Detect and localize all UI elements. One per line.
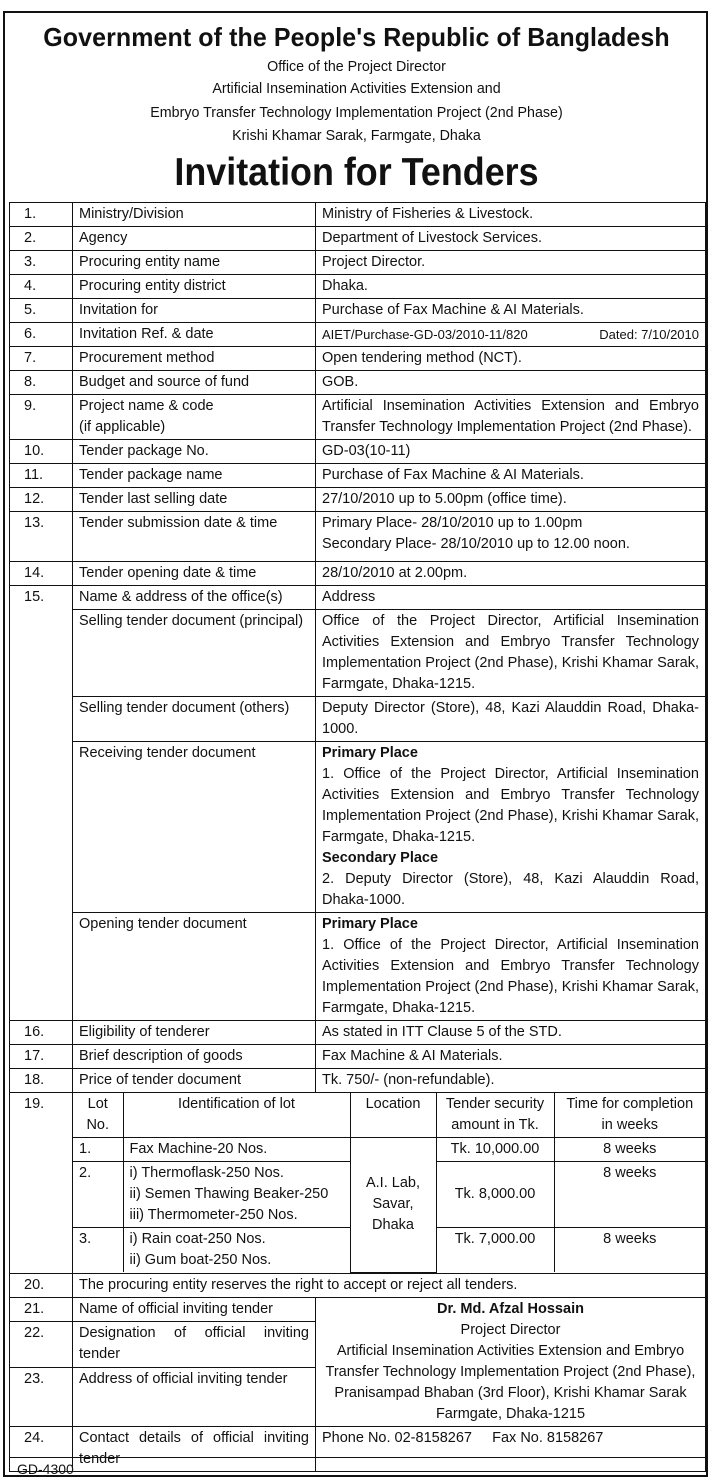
row-number: 10.: [10, 440, 73, 464]
row-label: Budget and source of fund: [73, 371, 316, 395]
row-number: 21.: [10, 1297, 73, 1321]
table-row: [10, 488, 706, 512]
row-label: Tender package No.: [73, 440, 316, 464]
lot-table: [73, 1093, 705, 1273]
row-value: [316, 913, 706, 1021]
row-label-line: (if applicable): [79, 419, 166, 435]
row-label: Selling tender document (others): [73, 697, 316, 742]
table-row: [10, 1045, 706, 1069]
lot-number: 1.: [73, 1138, 123, 1162]
government-heading: Government of the People's Republic of Bangladesh: [43, 22, 670, 52]
secondary-place-address: 2. Deputy Director (Store), 48, Kazi Alauddin Road, Dhaka-1000.: [322, 871, 699, 908]
row-label: Receiving tender document: [73, 742, 316, 913]
table-row: [10, 464, 706, 488]
lot-time: 8 weeks: [554, 1228, 705, 1273]
table-row: [10, 1069, 706, 1093]
row-number: 15.: [10, 586, 73, 1021]
table-row: [10, 299, 706, 323]
table-row: [10, 913, 706, 1021]
secondary-place-heading: Secondary Place: [322, 850, 439, 866]
lot-time: 8 weeks: [554, 1162, 705, 1228]
row-number: 3.: [10, 251, 73, 275]
lot-no-header: Lot No.: [73, 1093, 123, 1138]
row-value: Office of the Project Director, Artificial Insemination Activities Extension and Embryo Transfer Technology Implementation Project (2nd Phase), Krishi Khamar Sarak, Farmgate, Dhaka-1215.: [316, 610, 706, 697]
row-label: Contact details of official inviting tender: [73, 1426, 316, 1471]
row-number: 5.: [10, 299, 73, 323]
row-number: 12.: [10, 488, 73, 512]
table-row: [10, 1297, 706, 1321]
row-label: Invitation Ref. & date: [73, 323, 316, 347]
lot-item: ii) Semen Thawing Beaker-250: [129, 1186, 329, 1202]
time-header: Time for completion in weeks: [554, 1093, 705, 1138]
reservation-note: The procuring entity reserves the right to accept or reject all tenders.: [73, 1273, 706, 1297]
table-row: [10, 586, 706, 610]
row-label: Invitation for: [73, 299, 316, 323]
lot-header-row: [73, 1093, 705, 1138]
row-value: 27/10/2010 up to 5.00pm (office time).: [316, 488, 706, 512]
row-value: Open tendering method (NCT).: [316, 347, 706, 371]
row-number: 1.: [10, 203, 73, 227]
row-value: [316, 512, 706, 562]
table-row: [10, 742, 706, 913]
row-value: Purchase of Fax Machine & AI Materials.: [316, 299, 706, 323]
table-row: [10, 227, 706, 251]
table-row: [10, 347, 706, 371]
row-label: Eligibility of tenderer: [73, 1021, 316, 1045]
primary-place-address: 1. Office of the Project Director, Artificial Insemination Activities Extension and Embryo Transfer Technology Implementation Project (2nd Phase), Krishi Khamar Sarak, Farmgate, Dhaka-1215.: [322, 937, 699, 1016]
office-line: Office of the Project Director: [267, 58, 446, 75]
table-row: [10, 1426, 706, 1471]
row-number: 19.: [10, 1093, 73, 1274]
phone-number: Phone No. 02-8158267: [322, 1429, 472, 1446]
table-row: [10, 1273, 706, 1297]
row-number: 2.: [10, 227, 73, 251]
row-number: 23.: [10, 1367, 73, 1426]
row-number: 4.: [10, 275, 73, 299]
row-number: 18.: [10, 1069, 73, 1093]
row-label: Price of tender document: [73, 1069, 316, 1093]
row-label: Agency: [73, 227, 316, 251]
lot-time: 8 weeks: [554, 1138, 705, 1162]
contact-details: [316, 1426, 706, 1471]
location-header: Location: [350, 1093, 436, 1138]
lot-location: A.I. Lab, Savar, Dhaka: [350, 1138, 436, 1273]
row-label: Ministry/Division: [73, 203, 316, 227]
table-row: [10, 275, 706, 299]
row-number: 13.: [10, 512, 73, 562]
row-value: Fax Machine & AI Materials.: [316, 1045, 706, 1069]
row-number: 8.: [10, 371, 73, 395]
official-address-line: Transfer Technology Implementation Project (2nd Phase),: [325, 1363, 696, 1380]
row-number: 14.: [10, 562, 73, 586]
lot-row: [73, 1138, 705, 1162]
lot-number: 3.: [73, 1228, 123, 1273]
row-label: Procuring entity district: [73, 275, 316, 299]
footer-divider: [9, 1457, 706, 1458]
tender-details-table: [9, 202, 706, 1472]
table-row: [10, 1093, 706, 1274]
row-number: 17.: [10, 1045, 73, 1069]
row-label: Tender submission date & time: [73, 512, 316, 562]
official-address-line: Farmgate, Dhaka-1215: [435, 1405, 586, 1422]
lot-number: 2.: [73, 1162, 123, 1228]
row-value: 28/10/2010 at 2.00pm.: [316, 562, 706, 586]
row-label: Tender last selling date: [73, 488, 316, 512]
official-details: [316, 1297, 706, 1426]
row-label: Procuring entity name: [73, 251, 316, 275]
invitation-date: Dated: 7/10/2010: [599, 327, 699, 342]
row-value: Dhaka.: [316, 275, 706, 299]
row-label: Tender opening date & time: [73, 562, 316, 586]
row-value: [316, 742, 706, 913]
row-label: Address of official inviting tender: [73, 1367, 316, 1426]
office-address: Krishi Khamar Sarak, Farmgate, Dhaka: [232, 127, 481, 144]
table-row: [10, 371, 706, 395]
official-address-line: Pranisampad Bhaban (3rd Floor), Krishi Khamar Sarak: [334, 1384, 687, 1401]
official-name: Dr. Md. Afzal Hossain: [437, 1300, 584, 1317]
row-number: 9.: [10, 395, 73, 440]
row-value: Project Director.: [316, 251, 706, 275]
row-value: Address: [316, 586, 706, 610]
primary-submission: Primary Place- 28/10/2010 up to 1.00pm: [322, 515, 583, 531]
primary-place-address: 1. Office of the Project Director, Artificial Insemination Activities Extension and Embryo Transfer Technology Implementation Project (2nd Phase), Krishi Khamar Sarak, Farmgate, Dhaka-1215.: [322, 766, 699, 845]
table-row: [10, 697, 706, 742]
lot-table-cell: [73, 1093, 706, 1274]
row-value: Artificial Insemination Activities Extension and Embryo Transfer Technology Implementation Project (2nd Phase).: [316, 395, 706, 440]
lot-security: Tk. 7,000.00: [436, 1228, 554, 1273]
row-number: 24.: [10, 1426, 73, 1471]
row-label: Designation of official inviting tender: [73, 1321, 316, 1367]
row-number: 6.: [10, 323, 73, 347]
invitation-ref: AIET/Purchase-GD-03/2010-11/820: [322, 327, 528, 342]
row-value: Ministry of Fisheries & Livestock.: [316, 203, 706, 227]
row-label: [73, 395, 316, 440]
notice-title: Invitation for Tenders: [174, 151, 539, 194]
row-label: Opening tender document: [73, 913, 316, 1021]
row-value: As stated in ITT Clause 5 of the STD.: [316, 1021, 706, 1045]
table-row: [10, 512, 706, 562]
official-designation: Project Director: [460, 1321, 561, 1338]
table-row: [10, 1021, 706, 1045]
lot-item: i) Rain coat-250 Nos.: [129, 1231, 266, 1247]
row-number: 7.: [10, 347, 73, 371]
gd-code: GD-4300: [17, 1461, 74, 1477]
table-row: [10, 440, 706, 464]
table-row: [10, 395, 706, 440]
lot-item: Fax Machine-20 Nos.: [123, 1138, 350, 1162]
row-value: Tk. 750/- (non-refundable).: [316, 1069, 706, 1093]
row-number: 11.: [10, 464, 73, 488]
lot-item: ii) Gum boat-250 Nos.: [129, 1252, 272, 1268]
row-label: Name of official inviting tender: [73, 1297, 316, 1321]
row-value: [316, 323, 706, 347]
row-number: 22.: [10, 1321, 73, 1367]
table-row: [10, 251, 706, 275]
row-label: Selling tender document (principal): [73, 610, 316, 697]
row-label: Procurement method: [73, 347, 316, 371]
security-header: Tender security amount in Tk.: [436, 1093, 554, 1138]
secondary-submission: Secondary Place- 28/10/2010 up to 12.00 noon.: [322, 536, 630, 552]
row-number: 16.: [10, 1021, 73, 1045]
lot-security: Tk. 8,000.00: [436, 1162, 554, 1228]
project-line-1: Artificial Insemination Activities Extension and: [212, 80, 501, 97]
lot-items: [123, 1162, 350, 1228]
row-value: GOB.: [316, 371, 706, 395]
lot-items: [123, 1228, 350, 1273]
row-value: GD-03(10-11): [316, 440, 706, 464]
primary-place-heading: Primary Place: [322, 916, 418, 932]
table-row: [10, 323, 706, 347]
row-value: Purchase of Fax Machine & AI Materials.: [316, 464, 706, 488]
row-value: Deputy Director (Store), 48, Kazi Alauddin Road, Dhaka-1000.: [316, 697, 706, 742]
row-number: 20.: [10, 1273, 73, 1297]
table-row: [10, 562, 706, 586]
lot-security: Tk. 10,000.00: [436, 1138, 554, 1162]
lot-item: iii) Thermometer-250 Nos.: [129, 1207, 298, 1223]
project-line-2: Embryo Transfer Technology Implementation Project (2nd Phase): [150, 104, 563, 121]
row-label: Tender package name: [73, 464, 316, 488]
table-row: [10, 610, 706, 697]
row-label: Name & address of the office(s): [73, 586, 316, 610]
table-row: [10, 203, 706, 227]
identification-header: Identification of lot: [123, 1093, 350, 1138]
primary-place-heading: Primary Place: [322, 745, 418, 761]
fax-number: Fax No. 8158267: [492, 1429, 604, 1446]
row-value: Department of Livestock Services.: [316, 227, 706, 251]
row-label-line: Project name & code: [79, 398, 214, 414]
row-label: Brief description of goods: [73, 1045, 316, 1069]
lot-item: i) Thermoflask-250 Nos.: [129, 1165, 284, 1181]
official-address-line: Artificial Insemination Activities Extension and Embryo: [336, 1342, 685, 1359]
